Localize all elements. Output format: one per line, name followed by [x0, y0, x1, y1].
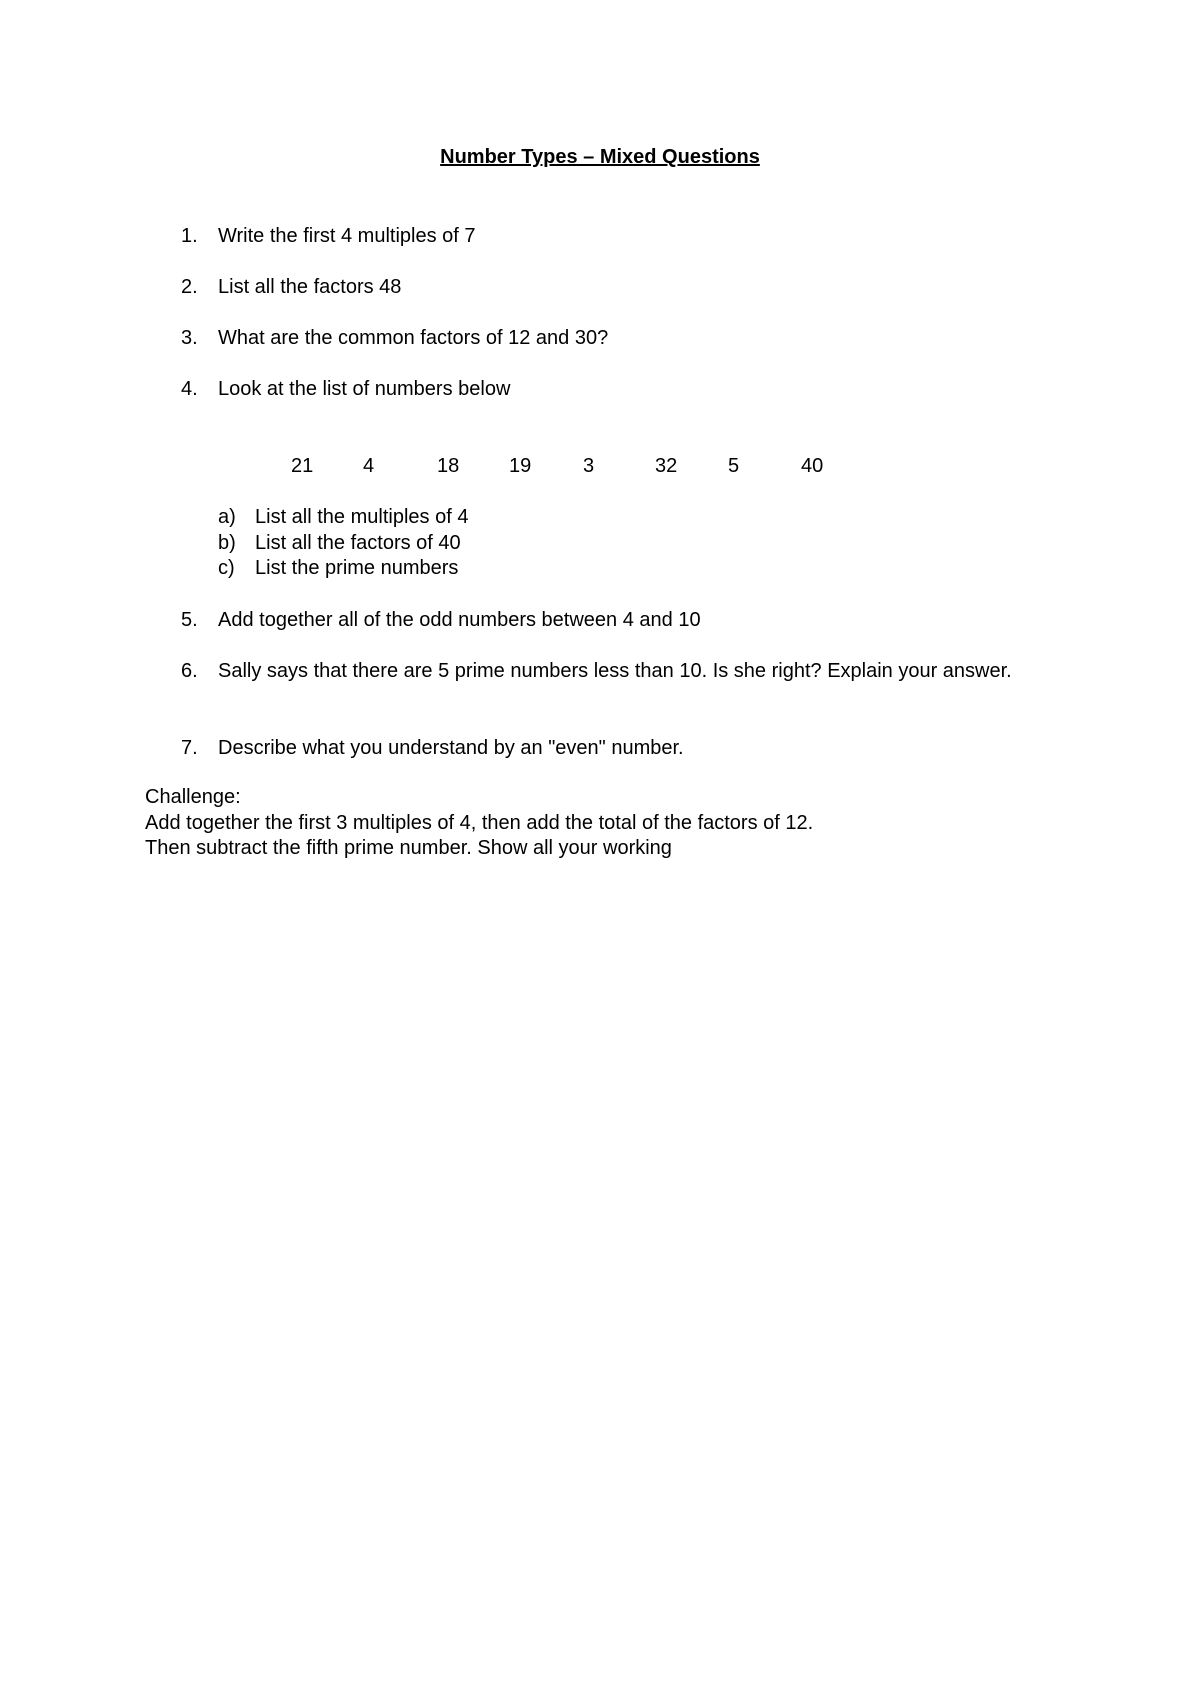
sub-question-text: List the prime numbers — [255, 557, 459, 579]
sub-question-label: c) — [218, 557, 235, 579]
question-number: 5. — [181, 609, 198, 631]
sub-question-text: List all the factors of 40 — [255, 532, 461, 554]
challenge-heading: Challenge: — [145, 786, 241, 808]
question-number: 7. — [181, 737, 198, 759]
number-list-item: 19 — [509, 455, 532, 477]
number-list-item: 32 — [655, 455, 678, 477]
number-list-item: 40 — [801, 455, 824, 477]
question-text: Sally says that there are 5 prime numbers less than 10. Is she right? Explain your answer. — [218, 660, 1012, 682]
number-list-item: 5 — [728, 455, 740, 477]
question-number: 4. — [181, 378, 198, 400]
question-number: 6. — [181, 660, 198, 682]
question-text: Look at the list of numbers below — [218, 378, 511, 400]
sub-question-text: List all the multiples of 4 — [255, 506, 469, 528]
question-text: Write the first 4 multiples of 7 — [218, 225, 476, 247]
question-number: 2. — [181, 276, 198, 298]
challenge-line-1: Add together the first 3 multiples of 4, then add the total of the factors of 12. — [145, 812, 814, 834]
challenge-line-2: Then subtract the fifth prime number. Show all your working — [145, 837, 672, 859]
sub-question-label: a) — [218, 506, 236, 528]
question-number: 3. — [181, 327, 198, 349]
question-text: List all the factors 48 — [218, 276, 402, 298]
question-text: Add together all of the odd numbers between 4 and 10 — [218, 609, 701, 631]
page-title: Number Types – Mixed Questions — [440, 146, 760, 168]
number-list-item: 4 — [363, 455, 375, 477]
sub-question-label: b) — [218, 532, 236, 554]
question-text: What are the common factors of 12 and 30? — [218, 327, 609, 349]
number-list-item: 3 — [583, 455, 595, 477]
number-list-item: 18 — [437, 455, 460, 477]
question-number: 1. — [181, 225, 198, 247]
number-list-item: 21 — [291, 455, 314, 477]
question-text: Describe what you understand by an "even" number. — [218, 737, 684, 759]
